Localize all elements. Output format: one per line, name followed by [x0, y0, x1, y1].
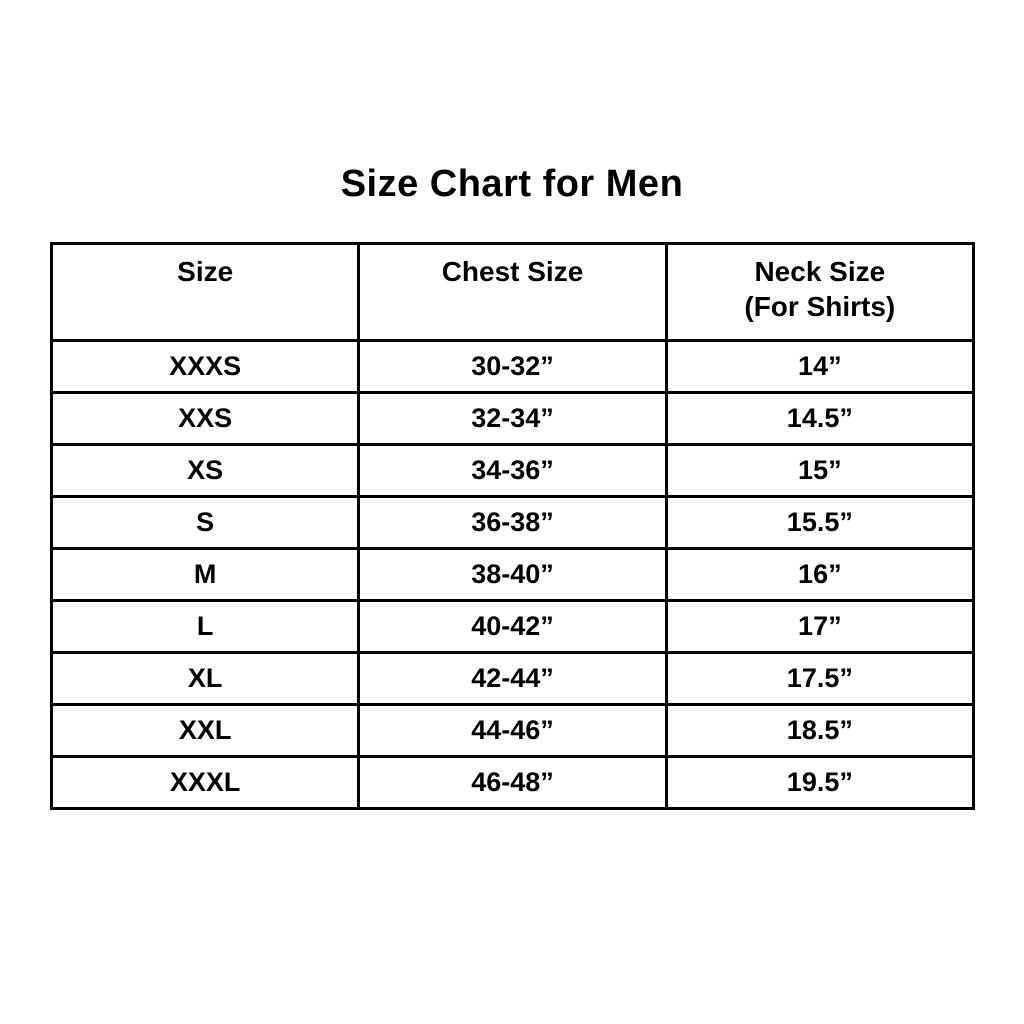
chest-size-cell: 40-42”	[359, 601, 666, 653]
table-row	[52, 705, 974, 757]
size-cell: XXS	[52, 393, 359, 445]
neck-size-cell: 18.5”	[666, 705, 973, 757]
table-row	[52, 497, 974, 549]
column-header-chest-size	[359, 244, 666, 341]
column-header-neck-size-label: Neck Size	[754, 256, 886, 287]
column-header-chest-size-label: Chest Size	[441, 256, 584, 287]
table-body	[52, 341, 974, 809]
size-cell: M	[52, 549, 359, 601]
table-row	[52, 393, 974, 445]
neck-size-cell: 14”	[666, 341, 973, 393]
size-cell: XXL	[52, 705, 359, 757]
header-row	[52, 244, 974, 341]
column-header-size	[52, 244, 359, 341]
neck-size-cell: 17”	[666, 601, 973, 653]
neck-size-cell: 17.5”	[666, 653, 973, 705]
neck-size-cell: 19.5”	[666, 757, 973, 809]
neck-size-cell: 15”	[666, 445, 973, 497]
column-header-neck-size-sublabel: (For Shirts)	[744, 291, 896, 322]
chest-size-cell: 38-40”	[359, 549, 666, 601]
table-row	[52, 653, 974, 705]
table-row	[52, 601, 974, 653]
size-chart-table	[50, 242, 975, 810]
page-title: Size Chart for Men	[340, 163, 684, 205]
table-row	[52, 757, 974, 809]
table-row	[52, 445, 974, 497]
chest-size-cell: 34-36”	[359, 445, 666, 497]
chest-size-cell: 44-46”	[359, 705, 666, 757]
neck-size-cell: 14.5”	[666, 393, 973, 445]
chest-size-cell: 30-32”	[359, 341, 666, 393]
size-cell: XL	[52, 653, 359, 705]
neck-size-cell: 16”	[666, 549, 973, 601]
size-cell: S	[52, 497, 359, 549]
chest-size-cell: 32-34”	[359, 393, 666, 445]
size-cell: XXXS	[52, 341, 359, 393]
size-cell: L	[52, 601, 359, 653]
column-header-size-label: Size	[177, 256, 234, 287]
chest-size-cell: 46-48”	[359, 757, 666, 809]
chest-size-cell: 36-38”	[359, 497, 666, 549]
chest-size-cell: 42-44”	[359, 653, 666, 705]
table-row	[52, 341, 974, 393]
size-cell: XS	[52, 445, 359, 497]
neck-size-cell: 15.5”	[666, 497, 973, 549]
size-cell: XXXL	[52, 757, 359, 809]
table-row	[52, 549, 974, 601]
column-header-neck-size	[666, 244, 973, 341]
